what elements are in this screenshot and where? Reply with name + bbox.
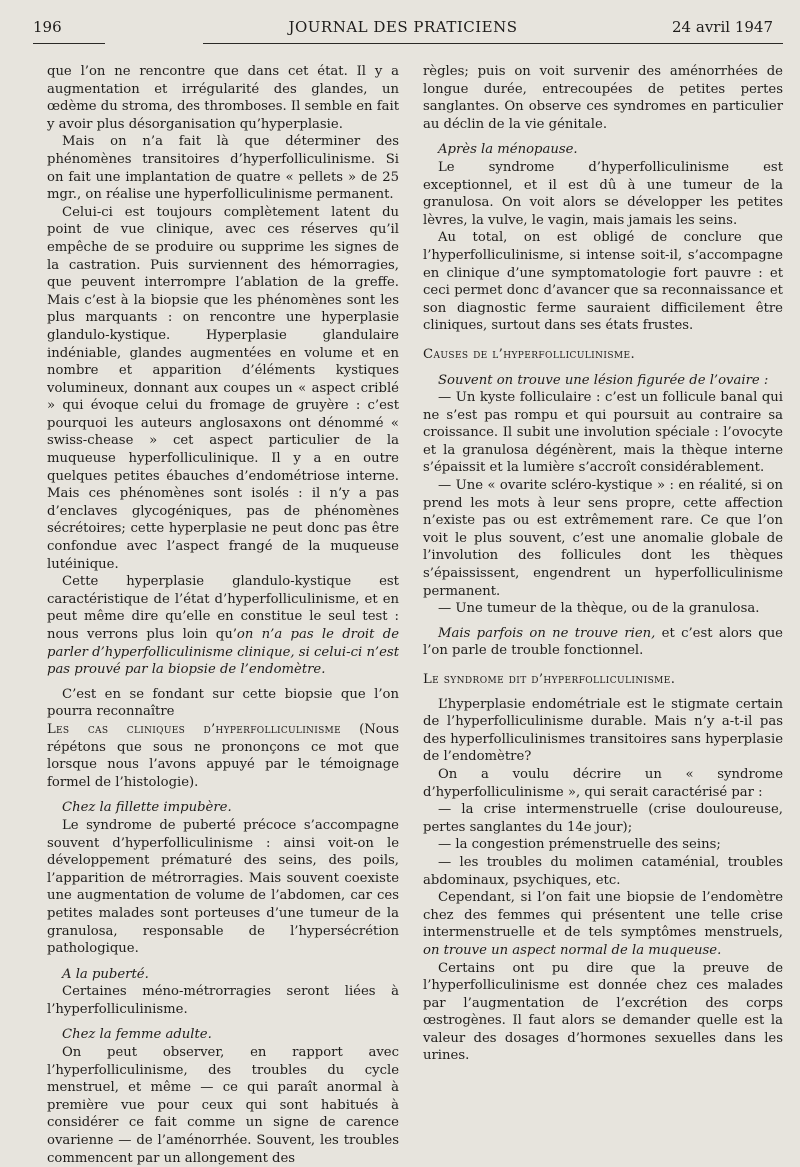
emphasis-text: on n’a pas le droit de parler d’hyperfolliculinisme clinique, si celui-ci n’est pas prouvé par la biopsie de l’endomètre. (47, 627, 399, 678)
paragraph: que l’on ne rencontre que dans cet état. Il y a augmentation et irrégularité des glandes, un œdème du stroma, des thromboses. Il semble en fait y avoir plus désorganisation qu’hyperplasie. (47, 64, 399, 132)
paragraph: Certaines méno-métrorragies seront liées à l’hyperfolliculinisme. (47, 984, 399, 1017)
subheading: Chez la fillette impubère. (62, 800, 232, 816)
subheading: Après la ménopause. (438, 142, 578, 158)
paragraph (47, 573, 399, 679)
paragraph-text: et c’est alors que l’on parle de trouble fonctionnel. (423, 625, 783, 659)
paragraph: Mais on n’a fait là que déterminer des phénomènes transitoires d’hyperfolliculinisme. Si on fait une implantation de quatre « pellets » de 25 mgr., on réalise une hyperfolliculinisme permanent. (47, 134, 399, 203)
header-rule-right (203, 43, 783, 44)
paragraph: règles; puis on voit survenir des aménorrhées de longue durée, entrecoupées de petites pertes sanglantes. On observe ces syndromes en particulier au déclin de la vie génitale. (423, 64, 783, 132)
paragraph: Celui-ci est toujours complètement latent du point de vue clinique, avec ces réserves qu’il empêche de se produire ou supprime les signes de la castration. Puis surviennent des hémorragies, que peuvent interrompre l’ablation de la greffe. Mais c’est à la biopsie que les phénomènes sont les plus marquants : on rencontre une hyperplasie glandulo-kystique. Hyperplasie glandulaire indéniable, glandes augmentées en volume et en nombre et apparition d’éléments kystiques volumineux, donnant aux coupes un « aspect criblé » qui évoque celui du fromage de gruyère : c’est pourquoi les auteurs anglosaxons ont dénommé « swiss-chease » cet aspect particulier de la muqueuse hyperfolliculinique. Il y a en outre quelques petites ébauches d’endométriose interne. Mais ces phénomènes sont isolés : il n’y a pas d’enclaves glycogéniques, pas de phénomènes sécrétoires; cette hyperplasie ne peut donc pas être confondue avec l’aspect frangé de la muqueuse lutéinique. (47, 204, 399, 572)
emphasis-text: Mais parfois on ne trouve rien, (438, 625, 656, 641)
header-rule-left (33, 43, 105, 44)
paragraph: Au total, on est obligé de conclure que l’hyperfolliculinisme, si intense soit-il, s’accompagne en clinique d’une symptomatologie fort pauvre : et ceci permet donc d’avancer que sa reconnaissance et son diagnostic ferme sauraient difficilement être cliniques, surtout dans ses états frustes. (423, 230, 783, 334)
paragraph: C’est en se fondant sur cette biopsie que l’on pourra reconnaître (47, 686, 399, 720)
paragraph: On peut observer, en rapport avec l’hyperfolliculinisme, des troubles du cycle menstruel, et même — ce qui paraît anormal à première vue pour ceux qui sont habitués à considérer ce fait comme un signe de carence ovarienne — de l’aménorrhée. Souvent, les troubles commencent par un allongement des (47, 1045, 399, 1166)
paragraph: — Une « ovarite scléro-kystique » : en réalité, si on prend les mots à leur sens propre, cette affection n’existe pas ou est extrêmement rare. Ce que l’on voit le plus souvent, c’est une anomalie globale de l’involution des follicules dont les thèques s’épaississent, engendrent un hyperfolliculinisme permanent. (423, 478, 783, 599)
paragraph: Certains ont pu dire que la preuve de l’hyperfolliculinisme est donnée chez ces malades par l’augmentation de l’excrétion des corps œstrogènes. Il faut alors se demander quelle est la valeur des dosages d’hormones sexuelles dans les urines. (423, 960, 783, 1064)
issue-date: 24 avril 1947 (672, 18, 773, 36)
page-number: 196 (33, 18, 62, 36)
paragraph: Le syndrome de puberté précoce s’accompagne souvent d’hyperfolliculinisme : ainsi voit-on le développement prématuré des seins, des poils, l’apparition de métrorragies. Mais souvent coexiste une augmentation de volume de l’abdomen, car ces petites malades sont porteuses d’une tumeur de la granulosa, responsable de l’hypersécrétion pathologique. (47, 817, 399, 957)
paragraph (47, 721, 399, 791)
paragraph: — les troubles du molimen cataménial, troubles abdominaux, psychiques, etc. (423, 854, 783, 888)
subheading: A la puberté. (62, 966, 149, 982)
paragraph: — Une tumeur de la thèque, ou de la granulosa. (438, 601, 760, 617)
journal-title: JOURNAL DES PRATICIENS (288, 18, 518, 36)
paragraph (423, 889, 783, 959)
subheading: Chez la femme adulte. (62, 1027, 212, 1043)
running-header (33, 18, 773, 40)
section-heading: Causes de l’hyperfolliculinisme. (423, 346, 636, 362)
paragraph: L’hyperplasie endométriale est le stigmate certain de l’hyperfolliculinisme durable. Mais n’y a-t-il pas des hyperfolliculinismes transitoires sans hyperplasie de l’endomètre? (423, 696, 783, 765)
subheading: Souvent on trouve une lésion figurée de l’ovaire : (438, 372, 769, 388)
section-heading: Le syndrome dit d’hyperfolliculinisme. (423, 672, 676, 687)
paragraph: On a voulu décrire un « syndrome d’hyperfolliculinisme », qui serait caractérisé par : (423, 766, 783, 800)
paragraph-text: (Nous répétons que sous ne prononçons ce mot que lorsque nous l’avons appuyé par le témoignage formel de l’histologie). (47, 721, 399, 790)
small-caps-heading: Les cas cliniques d’hyperfolliculinisme (47, 721, 341, 737)
paragraph: — la congestion prémenstruelle des seins; (438, 837, 721, 853)
paragraph: — la crise intermenstruelle (crise douloureuse, pertes sanglantes du 14e jour); (423, 802, 783, 835)
emphasis-text: on trouve un aspect normal de la muqueuse. (423, 942, 722, 958)
paragraph: Le syndrome d’hyperfolliculinisme est exceptionnel, et il est dû à une tumeur de la granulosa. On voit alors se développer les petites lèvres, la vulve, le vagin, mais jamais les seins. (423, 159, 783, 228)
paragraph-text: Cette hyperplasie glandulo-kystique est caractéristique de l’état d’hyperfolliculinisme, et en peut même dire qu’elle en constitue le seul test : nous verrons plus loin qu’ (47, 574, 399, 642)
right-column (423, 63, 783, 1065)
paragraph-text: Cependant, si l’on fait une biopsie de l’endomètre chez des femmes qui présentent une telle crise intermenstruelle et de tels symptômes menstruels, (423, 890, 783, 941)
left-column (47, 63, 399, 1167)
paragraph (423, 625, 783, 660)
paragraph: — Un kyste folliculaire : c’est un follicule banal qui ne s’est pas rompu et qui poursuit au contraire sa croissance. Il subit une involution spéciale : l’ovocyte et la granulosa dégénèrent, mais la thèque interne s’épaissit et la lumière s’accroît considérablement. (423, 390, 783, 476)
